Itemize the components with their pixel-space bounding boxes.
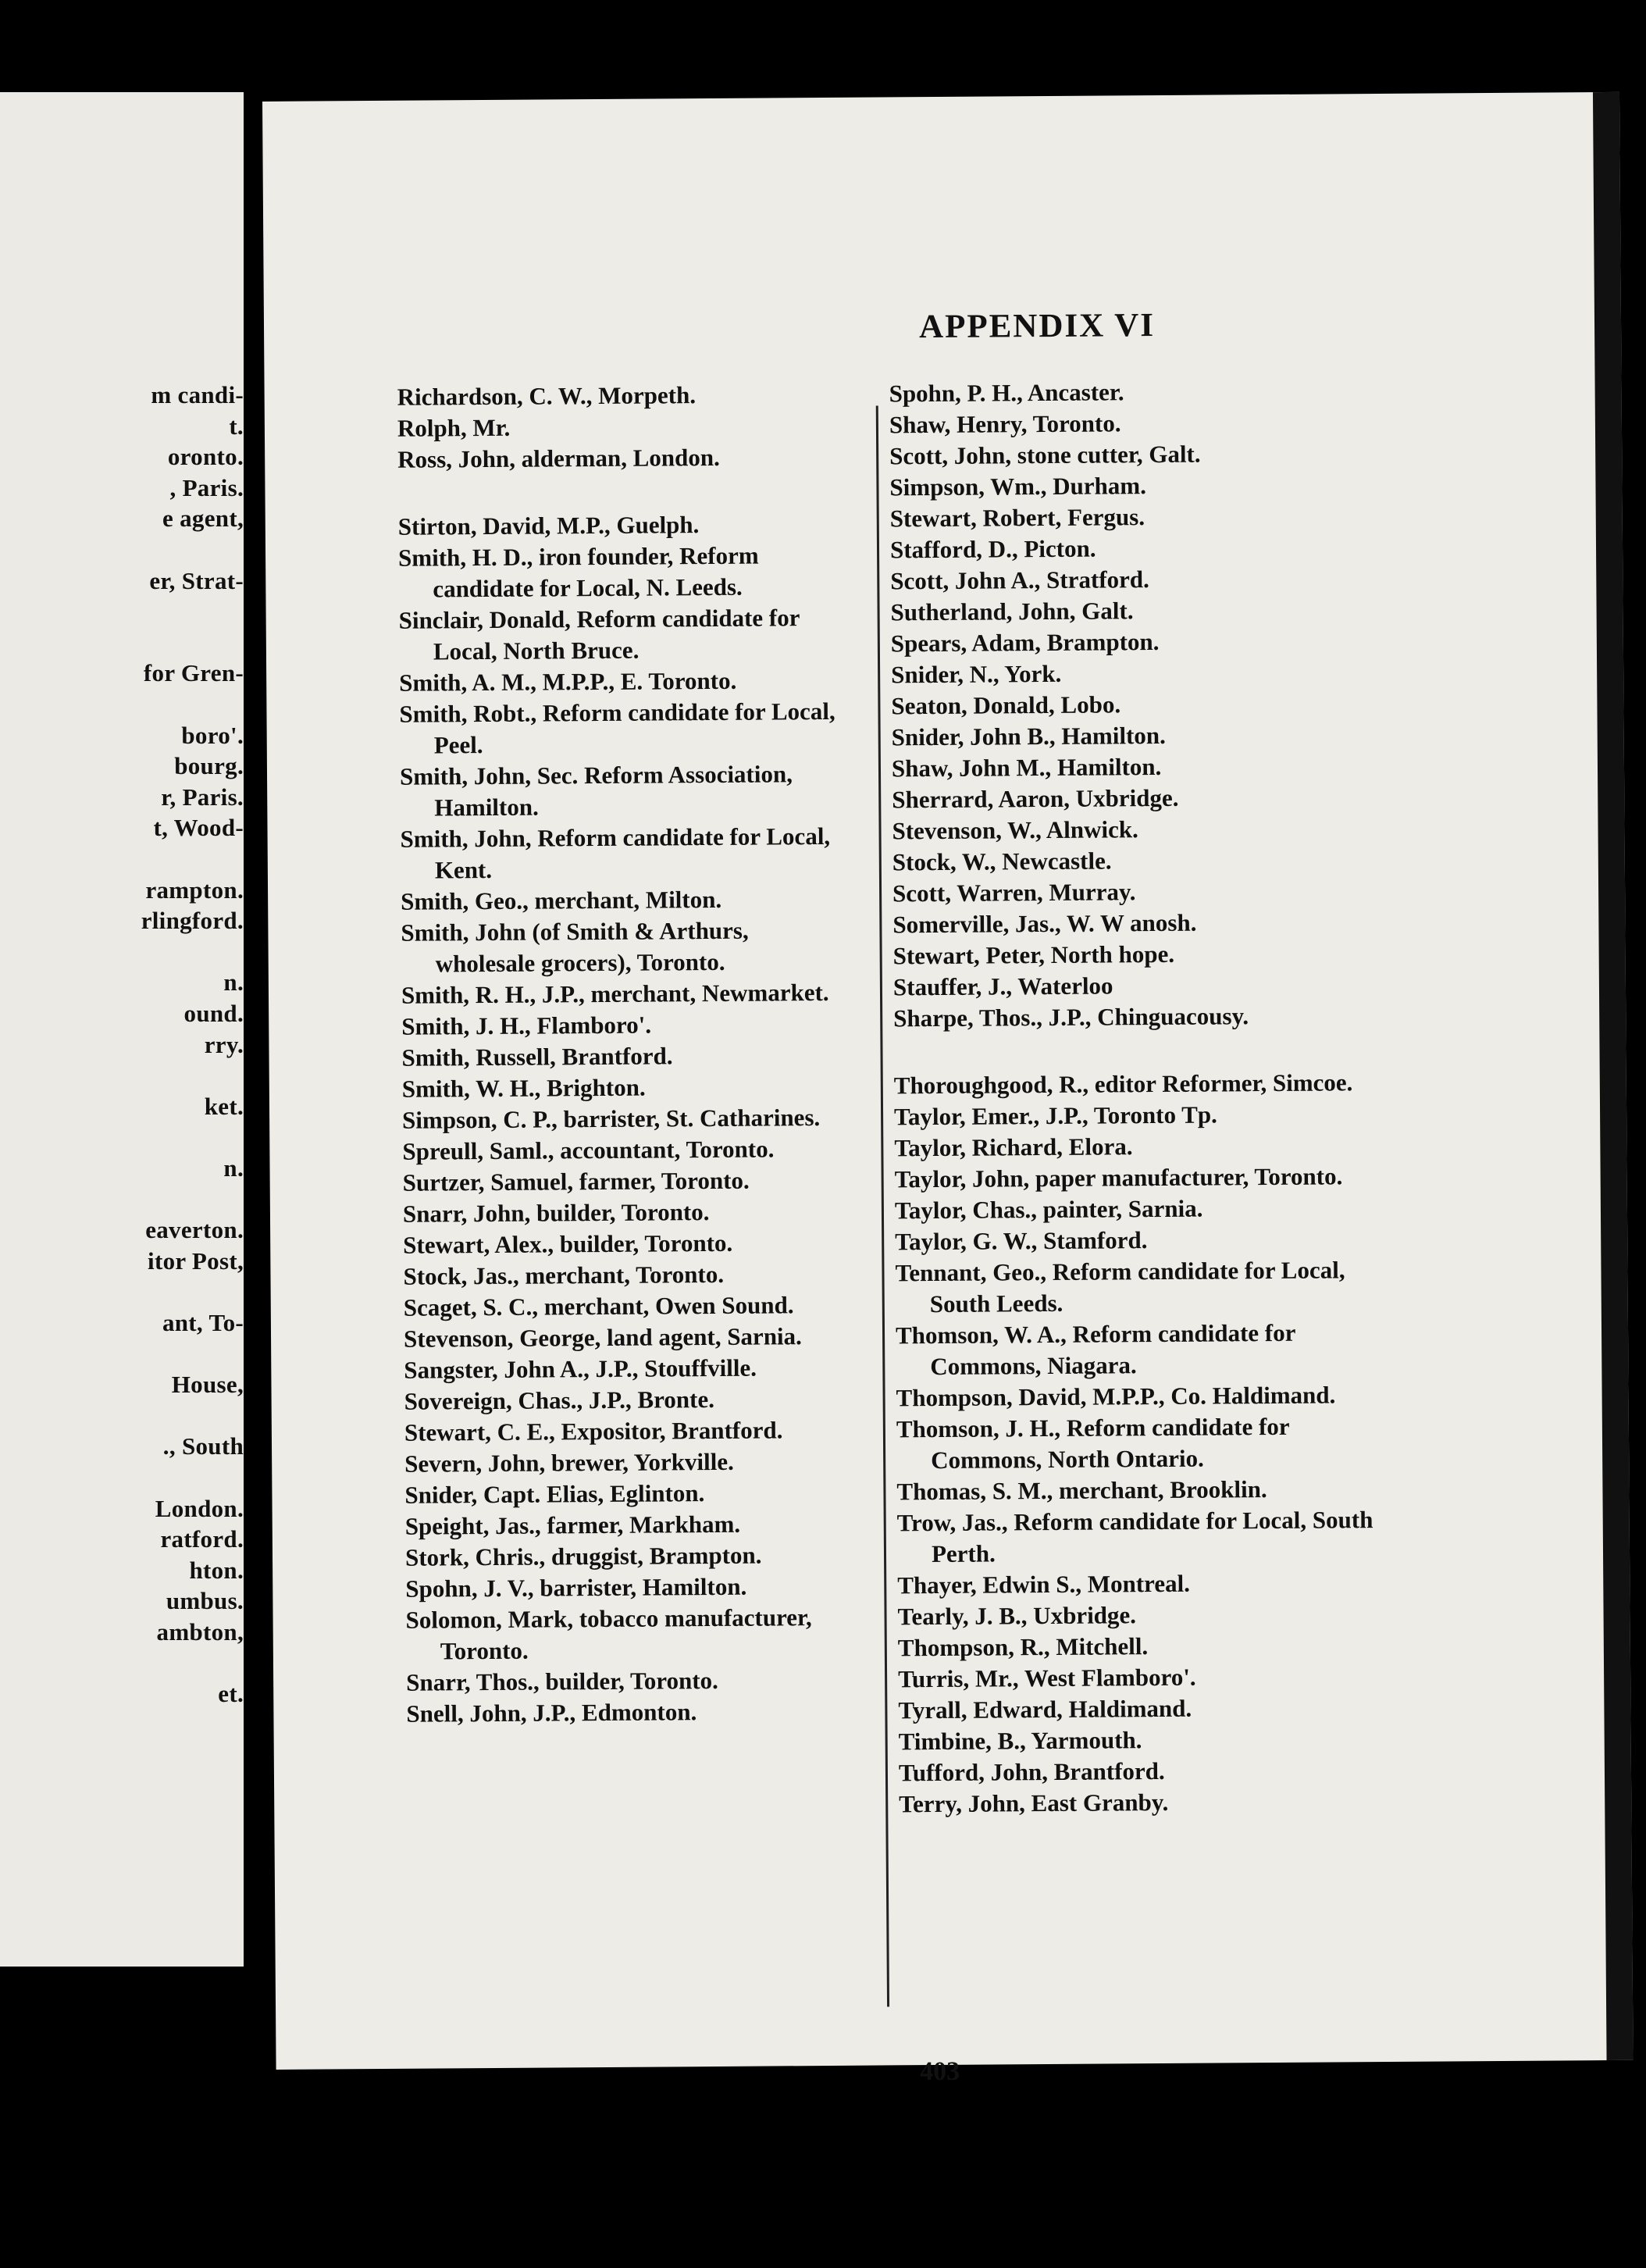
facing-page-line: rampton. bbox=[145, 875, 244, 904]
directory-entry: Smith, H. D., iron founder, Reform candidate for Local, N. Leeds. bbox=[397, 541, 759, 603]
directory-entry: Taylor, G. W., Stamford. bbox=[895, 1226, 1148, 1256]
directory-entry: Scott, Warren, Murray. bbox=[892, 878, 1136, 908]
directory-entry: Taylor, Emer., J.P., Toronto Tp. bbox=[893, 1100, 1217, 1131]
directory-entry: Stock, W., Newcastle. bbox=[892, 847, 1112, 876]
facing-page-line: ratford. bbox=[160, 1525, 244, 1553]
left-column-group-1 bbox=[397, 379, 851, 476]
left-column-group-2 bbox=[398, 508, 860, 1730]
facing-page-line: t, Wood- bbox=[153, 814, 244, 842]
directory-entry: Somerville, Jas., W. W anosh. bbox=[892, 908, 1197, 939]
directory-entry: Seaton, Donald, Lobo. bbox=[891, 690, 1121, 720]
directory-entry: Richardson, C. W., Morpeth. bbox=[397, 381, 697, 411]
directory-entry: Stewart, C. E., Expositor, Brantford. bbox=[404, 1416, 783, 1446]
directory-entry: Speight, Jas., farmer, Markham. bbox=[404, 1510, 741, 1540]
directory-entry: Smith, Robt., Reform candidate for Local, Peel. bbox=[399, 697, 835, 759]
book-gutter bbox=[244, 0, 259, 2268]
right-column-group-1 bbox=[889, 375, 1370, 1034]
page-edge-shadow bbox=[1593, 92, 1634, 2060]
facing-page-line: , Paris. bbox=[169, 473, 244, 501]
directory-entry: Thompson, David, M.P.P., Co. Haldimand. bbox=[896, 1381, 1336, 1412]
directory-entry: Scott, John, stone cutter, Galt. bbox=[889, 440, 1201, 470]
directory-entry: Trow, Jas., Reform candidate for Local, South Perth. bbox=[896, 1506, 1373, 1568]
directory-entry: Stauffer, J., Waterloo bbox=[892, 972, 1113, 1001]
left-column bbox=[397, 379, 860, 1730]
directory-entry: Stirton, David, M.P., Guelph. bbox=[397, 511, 700, 540]
facing-page-line: er, Strat- bbox=[149, 566, 244, 594]
directory-entry: Stevenson, W., Alnwick. bbox=[892, 815, 1138, 845]
facing-page-line: London. bbox=[155, 1494, 244, 1522]
facing-page-line: ant, To- bbox=[162, 1309, 244, 1336]
directory-entry: Snider, Capt. Elias, Eglinton. bbox=[404, 1479, 705, 1509]
facing-page-line: et. bbox=[218, 1680, 244, 1708]
directory-entry: Taylor, John, paper manufacturer, Toronto. bbox=[894, 1162, 1343, 1193]
directory-entry: Sinclair, Donald, Reform candidate for Local, North Bruce. bbox=[398, 604, 800, 665]
facing-page-line: House, bbox=[171, 1371, 244, 1399]
directory-entry: Smith, Geo., merchant, Milton. bbox=[401, 885, 722, 915]
facing-page-line: ., South bbox=[162, 1432, 244, 1460]
directory-entry: Stewart, Alex., builder, Toronto. bbox=[403, 1228, 733, 1259]
directory-entry: Tennant, Geo., Reform candidate for Local, South Leeds. bbox=[895, 1256, 1345, 1318]
directory-entry: Smith, John, Reform candidate for Local, Kent. bbox=[400, 822, 831, 884]
facing-page-line: umbus. bbox=[166, 1587, 244, 1615]
directory-entry: Solomon, Mark, tobacco manufacturer, Toronto. bbox=[405, 1603, 812, 1665]
directory-entry: Spreull, Saml., accountant, Toronto. bbox=[402, 1135, 775, 1165]
facing-page-line: n. bbox=[223, 968, 244, 997]
page-title: APPENDIX VI bbox=[918, 307, 1156, 346]
directory-entry: Scaget, S. C., merchant, Owen Sound. bbox=[403, 1291, 794, 1321]
group-spacer bbox=[893, 1031, 1370, 1070]
facing-page-line: rry. bbox=[204, 1030, 244, 1058]
directory-entry: Shaw, John M., Hamilton. bbox=[891, 752, 1162, 783]
facing-page-line: e agent, bbox=[162, 505, 244, 533]
facing-page-line: rlingford. bbox=[141, 907, 244, 935]
directory-entry: Snell, John, J.P., Edmonton. bbox=[406, 1698, 697, 1728]
directory-entry: Rolph, Mr. bbox=[397, 413, 511, 442]
page-number: 403 bbox=[920, 2056, 960, 2087]
facing-page-line: ket. bbox=[204, 1092, 244, 1120]
directory-entry: Snider, John B., Hamilton. bbox=[891, 721, 1166, 751]
directory-entry: Simpson, C. P., barrister, St. Catharines. bbox=[401, 1104, 821, 1134]
facing-page-line: for Gren- bbox=[143, 659, 244, 687]
directory-entry: Ross, John, alderman, London. bbox=[397, 443, 720, 473]
directory-entry: Sovereign, Chas., J.P., Bronte. bbox=[404, 1385, 715, 1415]
directory-entry: Snarr, Thos., builder, Toronto. bbox=[406, 1666, 718, 1696]
directory-entry: Smith, W. H., Brighton. bbox=[401, 1073, 646, 1103]
group-spacer bbox=[397, 472, 850, 512]
directory-entry: Smith, R. H., J.P., merchant, Newmarket. bbox=[401, 978, 829, 1009]
directory-entry: Tyrall, Edward, Haldimand. bbox=[898, 1694, 1192, 1724]
directory-entry: Spohn, P. H., Ancaster. bbox=[889, 378, 1124, 408]
directory-entry: Spears, Adam, Brampton. bbox=[890, 627, 1160, 658]
facing-page-line: eaverton. bbox=[145, 1216, 244, 1244]
directory-entry: Thayer, Edwin S., Montreal. bbox=[897, 1569, 1191, 1599]
directory-entry: Shaw, Henry, Toronto. bbox=[889, 409, 1121, 439]
document-page bbox=[262, 92, 1634, 2087]
directory-entry: Tufford, John, Brantford. bbox=[898, 1756, 1165, 1787]
directory-entry: Thomson, J. H., Reform candidate for Commons, North Ontario. bbox=[896, 1412, 1290, 1475]
directory-entry: Thomas, S. M., merchant, Brooklin. bbox=[896, 1475, 1267, 1506]
directory-entry: Smith, Russell, Brantford. bbox=[401, 1042, 673, 1072]
directory-entry: Stewart, Robert, Fergus. bbox=[889, 503, 1145, 533]
directory-entry: Stork, Chris., druggist, Brampton. bbox=[404, 1541, 762, 1571]
directory-entry: Snider, N., York. bbox=[891, 659, 1062, 689]
directory-entry: Smith, A. M., M.P.P., E. Toronto. bbox=[399, 666, 737, 697]
facing-page-line: itor Post, bbox=[148, 1246, 244, 1275]
directory-entry: Scott, John A., Stratford. bbox=[890, 565, 1149, 595]
directory-entry: Tearly, J. B., Uxbridge. bbox=[897, 1601, 1137, 1631]
directory-entry: Thoroughgood, R., editor Reformer, Simcoe. bbox=[893, 1068, 1353, 1100]
column-rule bbox=[876, 406, 889, 2007]
facing-page-line: oronto. bbox=[167, 443, 244, 471]
directory-entry: Stewart, Peter, North hope. bbox=[892, 940, 1175, 970]
facing-page-line: m candi- bbox=[151, 381, 244, 408]
directory-entry: Terry, John, East Granby. bbox=[899, 1788, 1169, 1818]
right-column bbox=[889, 375, 1375, 1820]
right-column-group-2 bbox=[894, 1067, 1376, 1820]
facing-page-line: hton. bbox=[189, 1556, 244, 1584]
facing-page-line: n. bbox=[223, 1154, 244, 1182]
facing-page-fragment bbox=[0, 92, 244, 1967]
directory-entry: Smith, John, Sec. Reform Association, Hamilton. bbox=[399, 760, 793, 822]
directory-entry: Sangster, John A., J.P., Stouffville. bbox=[404, 1353, 757, 1384]
directory-entry: Sutherland, John, Galt. bbox=[890, 597, 1134, 626]
directory-entry: Thompson, R., Mitchell. bbox=[897, 1632, 1149, 1662]
facing-page-line: ambton, bbox=[156, 1618, 244, 1646]
directory-entry: Turris, Mr., West Flamboro'. bbox=[897, 1663, 1196, 1693]
directory-entry: Timbine, B., Yarmouth. bbox=[898, 1726, 1142, 1756]
directory-entry: Stafford, D., Picton. bbox=[889, 534, 1096, 564]
directory-entry: Severn, John, brewer, Yorkville. bbox=[404, 1447, 734, 1478]
directory-entry: Stock, Jas., merchant, Toronto. bbox=[403, 1260, 725, 1290]
directory-entry: Spohn, J. V., barrister, Hamilton. bbox=[405, 1572, 747, 1603]
directory-entry: Sharpe, Thos., J.P., Chinguacousy. bbox=[893, 1002, 1249, 1032]
directory-entry: Smith, John (of Smith & Arthurs, wholesale grocers), Toronto. bbox=[401, 916, 749, 978]
directory-entry: Simpson, Wm., Durham. bbox=[889, 472, 1147, 501]
facing-page-line: bourg. bbox=[174, 752, 244, 780]
facing-page-line: boro'. bbox=[181, 721, 244, 749]
directory-entry: Snarr, John, builder, Toronto. bbox=[402, 1198, 710, 1228]
directory-entry: Surtzer, Samuel, farmer, Toronto. bbox=[402, 1166, 750, 1196]
facing-page-line: ound. bbox=[183, 1000, 244, 1027]
facing-page-line: t. bbox=[229, 412, 244, 440]
directory-entry: Taylor, Richard, Elora. bbox=[894, 1132, 1133, 1162]
directory-entry: Taylor, Chas., painter, Sarnia. bbox=[894, 1194, 1203, 1225]
directory-entry: Smith, J. H., Flamboro'. bbox=[401, 1011, 652, 1040]
directory-entry: Stevenson, George, land agent, Sarnia. bbox=[403, 1322, 802, 1353]
directory-entry: Sherrard, Aaron, Uxbridge. bbox=[892, 783, 1179, 814]
facing-page-line: r, Paris. bbox=[161, 783, 244, 811]
directory-entry: Thomson, W. A., Reform candidate for Commons, Niagara. bbox=[895, 1318, 1295, 1381]
